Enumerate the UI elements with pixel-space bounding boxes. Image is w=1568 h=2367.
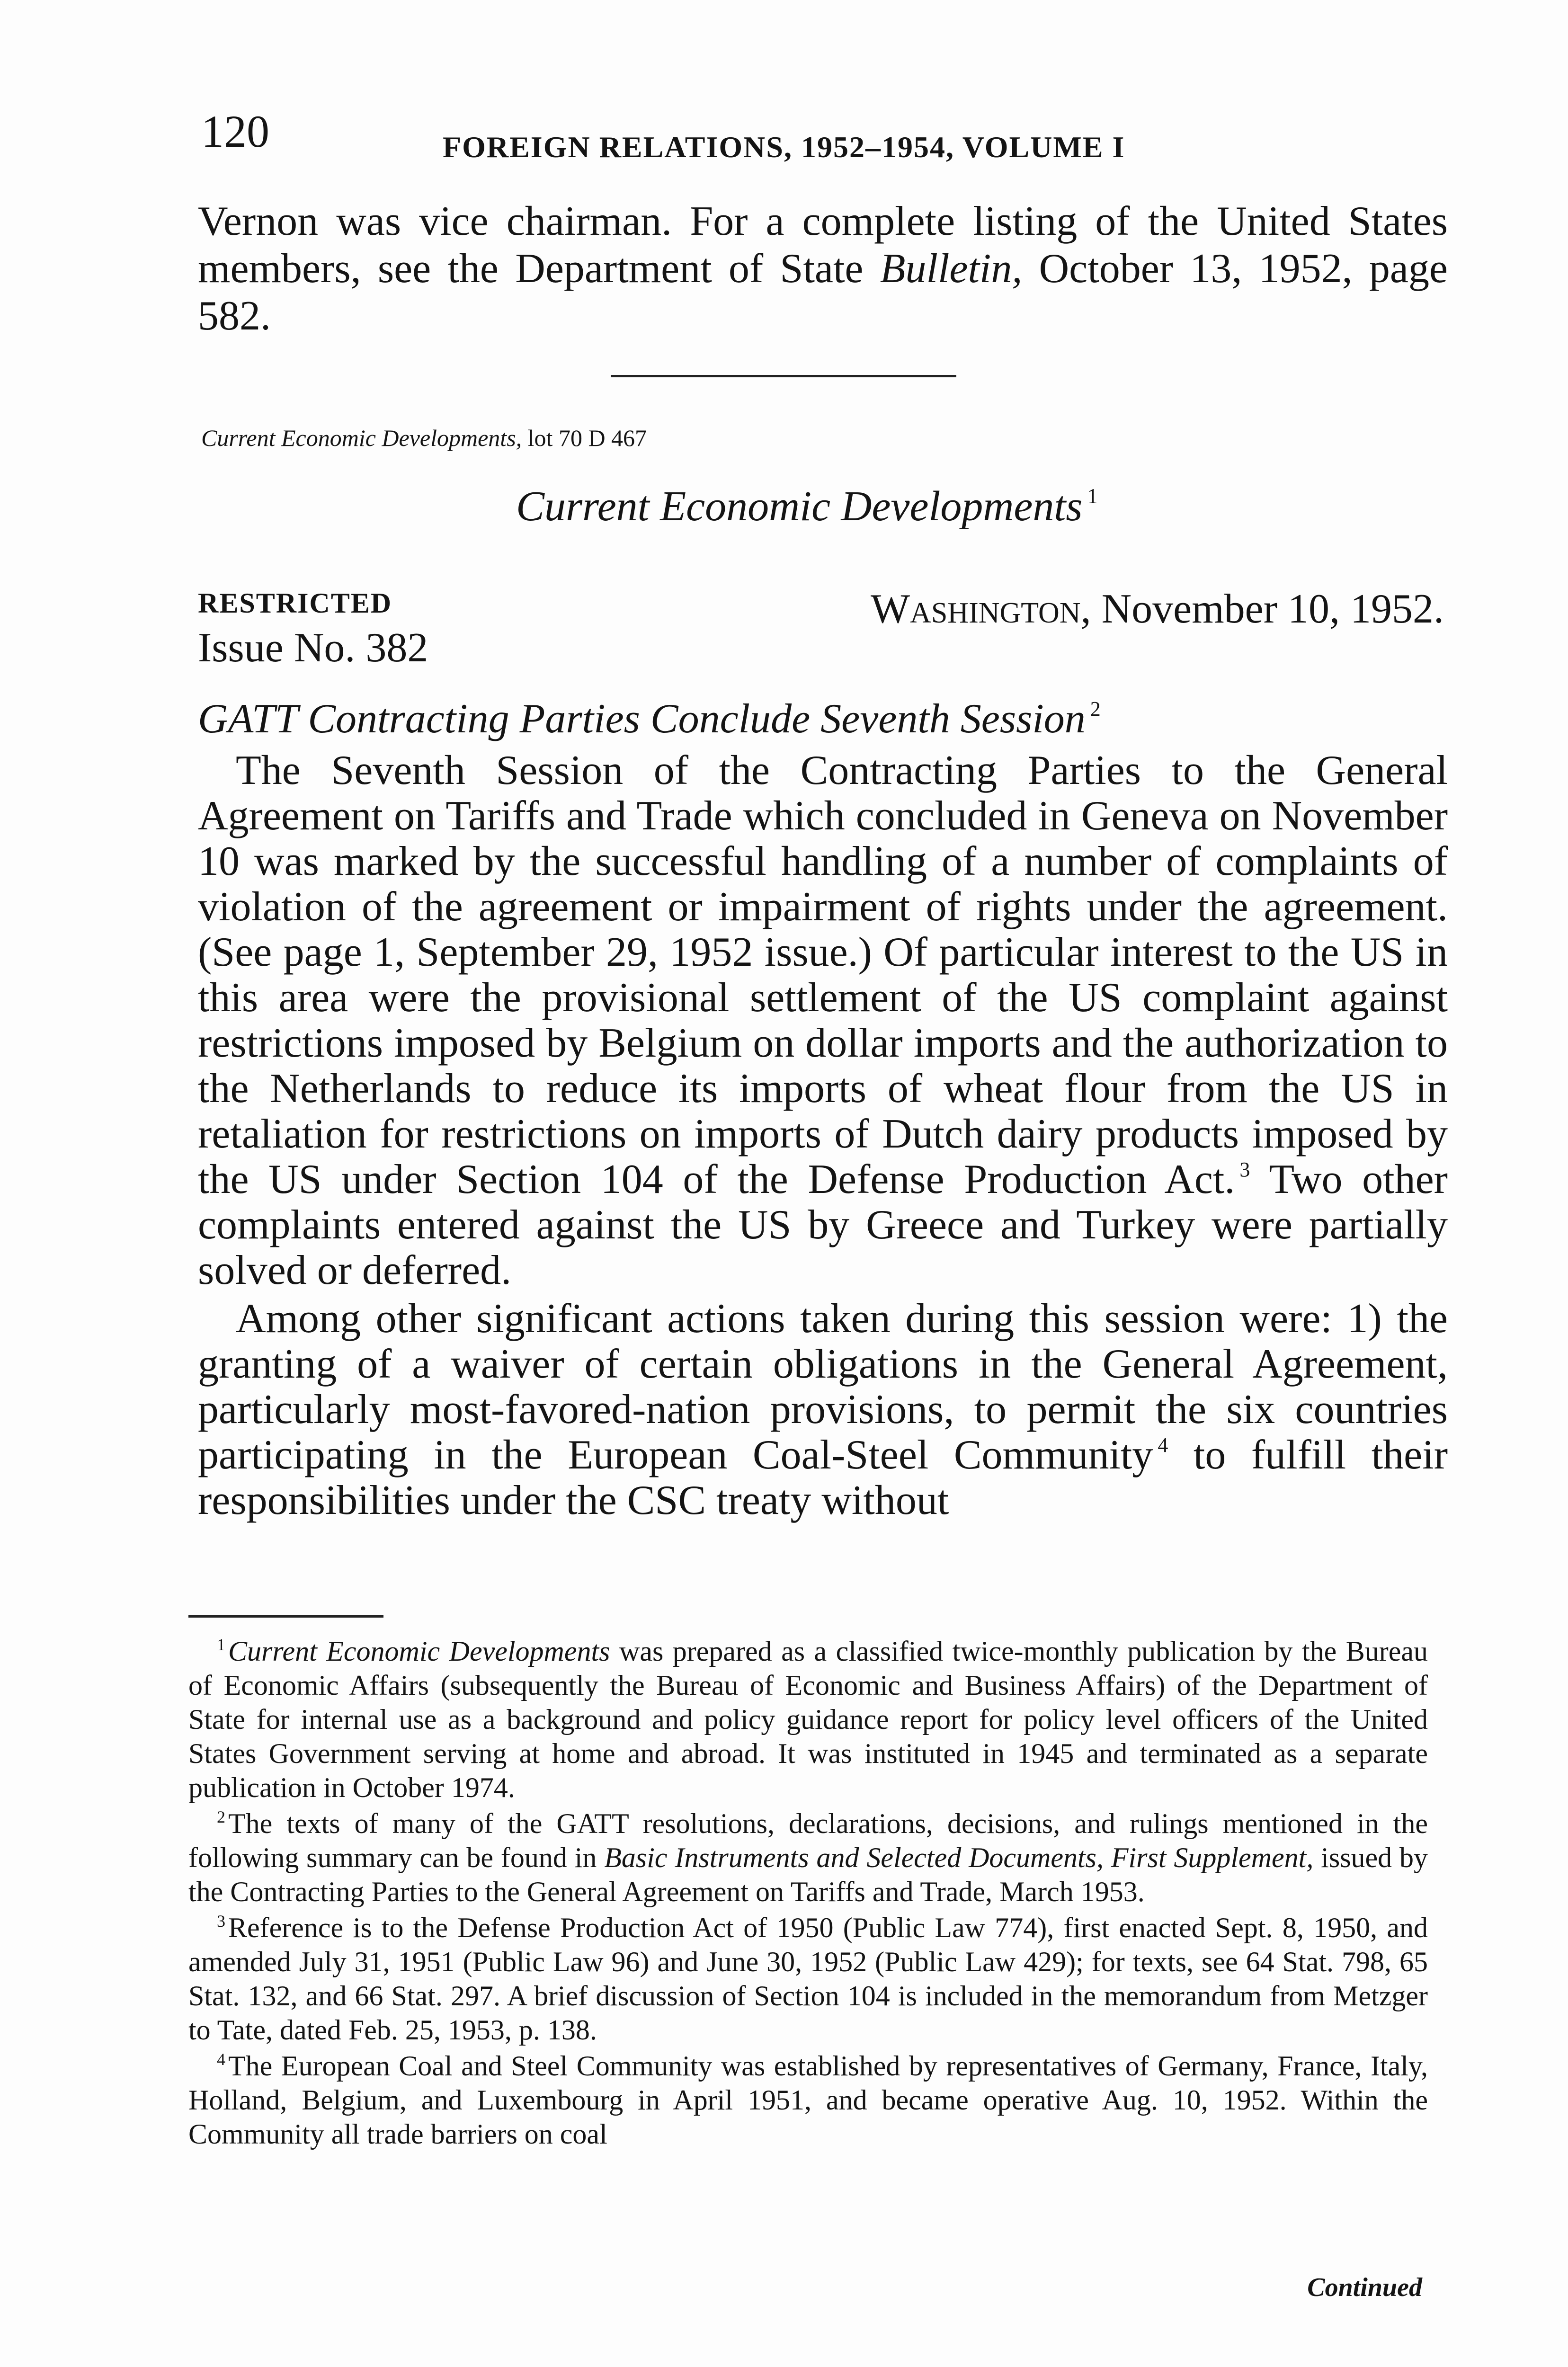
footnote-2-text: The texts of many of the GATT resolutions, declarations, decisions, and rulings mentioned in the following summary can be found in xyxy=(188,1808,1428,1873)
section-divider xyxy=(611,375,956,377)
footnote-3-number: 3 xyxy=(217,1912,225,1931)
footnote-3-text: Reference is to the Defense Production Act of 1950 (Public Law 774), first enacted Sept. 8, 1950, and amended July 31, 1951 (Public Law 96) and June 30, 1952 (Public Law 429); for texts, see 64 Stat. 798, 65 Stat. 132, and 66 Stat. 297. A brief discussion of Section 104 is included in the memorandum from Metzger to Tate, dated Feb. 25, 1953, p. 138. xyxy=(188,1912,1428,2046)
continued-label: Continued xyxy=(1307,2273,1422,2302)
dateline-date: November 10, 1952. xyxy=(1091,586,1444,632)
footnote-1-text: was prepared as a classified twice-monthly publication by the Bureau of Economic Affairs (subsequently the Bureau of Economic and Business Affairs) of the Department of State for internal use as a background and policy guidance report for policy level officers of the United States Government serving at home and abroad. It was instituted in 1945 and terminated as a separate publication in October 1974. xyxy=(188,1636,1428,1803)
main-body xyxy=(198,748,1448,1523)
paragraph-1-text: The Seventh Session of the Contracting Parties to the General Agreement on Tariffs and Trade which concluded in Geneva on November 10 was marked by the successful handling of a number of complaints of violation of the agreement or impairment of rights under the agreement. (See page 1, September 29, 1952 issue.) Of particular interest to the US in this area were the provisional settlement of the US complaint against restrictions imposed by Belgium on dollar imports and the authorization to the Netherlands to reduce its imports of wheat flour from the US in retaliation for restrictions on imports of Dutch dairy products imposed by the US under Section 104 of the Defense Production Act. xyxy=(198,747,1448,1202)
footnote-1 xyxy=(188,1634,1428,1805)
paragraph-1-text-end: Two other complaints entered against the US by Greece and Turkey were partially solved or deferred. xyxy=(198,1157,1448,1293)
carryover-text-end: October 13, 1952, page 582. xyxy=(198,246,1448,339)
footnote-2-text-end: issued by the Contracting Parties to the General Agreement on Tariffs and Trade, March 1953. xyxy=(188,1842,1428,1907)
paragraph-2-text: Among other significant actions taken during this session were: 1) the granting of a waiver of certain obligations in the General Agreement, particularly most-favored-nation provisions, to permit the six countries participating in the European Coal-Steel Community xyxy=(198,1296,1448,1478)
footnote-2-italic: Basic Instruments and Selected Documents, First Supplement, xyxy=(604,1842,1314,1873)
footnote-3 xyxy=(188,1911,1428,2047)
paragraph-2 xyxy=(198,1296,1448,1523)
classification-label: RESTRICTED xyxy=(198,587,392,619)
running-head: FOREIGN RELATIONS, 1952–1954, VOLUME I xyxy=(443,130,1125,164)
dateline xyxy=(871,585,1444,633)
source-note-lot: lot 70 D 467 xyxy=(522,425,647,451)
footnotes xyxy=(188,1634,1428,2153)
footnote-4-text: The European Coal and Steel Community was established by representatives of Germany, France, Italy, Holland, Belgium, and Luxembourg in April 1951, and became operative Aug. 10, 1952. Within the Community all trade barriers on coal xyxy=(188,2050,1428,2150)
footnote-1-number: 1 xyxy=(217,1635,225,1655)
carryover-paragraph xyxy=(198,198,1448,340)
source-note-italic: Current Economic Developments, xyxy=(201,425,522,451)
carryover-text: Vernon was vice chairman. For a complete listing of the United States members, see the Department of State xyxy=(198,198,1448,292)
footnote-4 xyxy=(188,2049,1428,2151)
paragraph-1 xyxy=(198,748,1448,1293)
footnote-ref-4: 4 xyxy=(1158,1433,1168,1457)
footnote-4-number: 4 xyxy=(217,2050,225,2069)
footnote-ref-3: 3 xyxy=(1239,1157,1250,1181)
footnote-ref-2: 2 xyxy=(1090,697,1101,721)
issue-number: Issue No. 382 xyxy=(198,625,428,671)
section-heading-text: GATT Contracting Parties Conclude Seventh Session xyxy=(198,696,1086,742)
footnote-rule xyxy=(188,1615,383,1618)
document-title xyxy=(516,482,1098,531)
bulletin-title: Bulletin, xyxy=(880,246,1023,292)
footnote-1-italic: Current Economic Developments xyxy=(228,1636,610,1667)
source-note xyxy=(201,424,647,452)
footnote-ref-1: 1 xyxy=(1087,484,1098,508)
page-number: 120 xyxy=(201,106,269,157)
footnote-2-number: 2 xyxy=(217,1807,225,1827)
footnote-2 xyxy=(188,1806,1428,1909)
document-title-text: Current Economic Developments xyxy=(516,483,1083,530)
section-heading xyxy=(198,695,1101,743)
dateline-place: Washington, xyxy=(870,586,1091,632)
page-header xyxy=(201,105,1442,162)
paragraph-2-text-end: to fulfill their responsibilities under the CSC treaty without xyxy=(198,1432,1448,1523)
